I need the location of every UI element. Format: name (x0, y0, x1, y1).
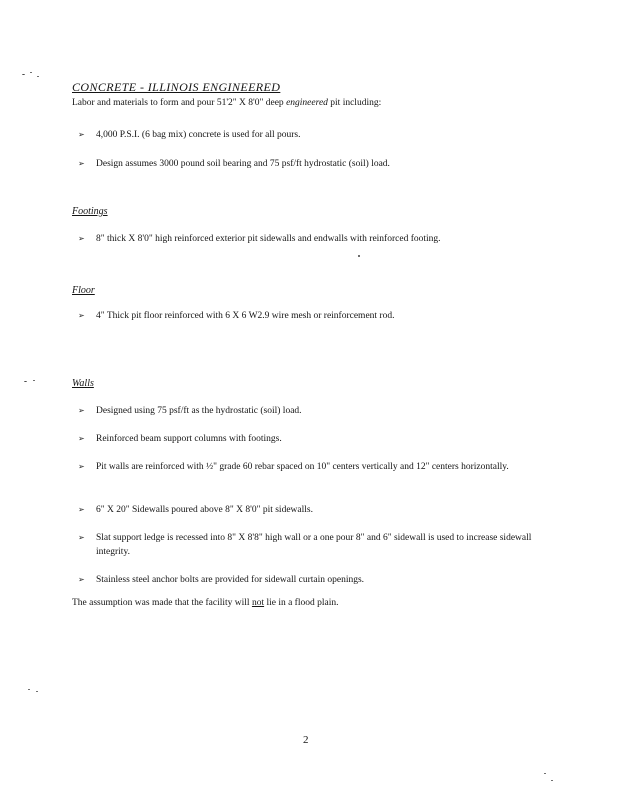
scan-speck (358, 255, 360, 257)
bullet-arrow-icon: ➢ (78, 311, 85, 320)
bullet-text: Slat support ledge is recessed into 8" X 8'8" high wall or a one pour 8" and 6" sidewall is used to increase sidewall integrity. (96, 533, 532, 557)
list-item (78, 432, 548, 446)
bullet-text: Pit walls are reinforced with ½" grade 60 rebar spaced on 10" centers vertically and 12" centers horizontally. (96, 462, 509, 472)
list-item (78, 404, 548, 418)
bullet-arrow-icon: ➢ (78, 159, 85, 168)
bullet-arrow-icon: ➢ (78, 533, 85, 542)
intro-text-after: pit including: (327, 98, 382, 108)
page-number: 2 (303, 734, 309, 746)
scan-speck (30, 72, 32, 73)
bullet-text: Designed using 75 psf/ft as the hydrostatic (soil) load. (96, 406, 302, 416)
list-item (78, 157, 548, 171)
bullet-text: 8" thick X 8'0" high reinforced exterior pit sidewalls and endwalls with reinforced footing. (96, 234, 441, 244)
document-title: CONCRETE - ILLINOIS ENGINEERED (72, 80, 281, 94)
scan-speck (22, 74, 25, 75)
bullet-arrow-icon: ➢ (78, 462, 85, 471)
section-heading-footings: Footings (72, 206, 108, 217)
list-item (78, 232, 548, 246)
bullet-text: 6" X 20" Sidewalls poured above 8" X 8'0" pit sidewalls. (96, 505, 313, 515)
scan-speck (33, 380, 35, 381)
bullet-arrow-icon: ➢ (78, 505, 85, 514)
list-item (78, 531, 548, 559)
note-text-after: lie in a flood plain. (264, 598, 339, 608)
bullet-arrow-icon: ➢ (78, 434, 85, 443)
scan-speck (28, 689, 30, 690)
bullet-text: 4" Thick pit floor reinforced with 6 X 6 W2.9 wire mesh or reinforcement rod. (96, 311, 395, 321)
scan-speck (36, 691, 38, 692)
bullet-text: 4,000 P.S.I. (6 bag mix) concrete is used for all pours. (96, 130, 301, 140)
scan-speck (24, 381, 27, 382)
bullet-arrow-icon: ➢ (78, 406, 85, 415)
intro-text-before: Labor and materials to form and pour 51'2" X 8'0" deep (72, 98, 287, 108)
bullet-arrow-icon: ➢ (78, 575, 85, 584)
list-item (78, 573, 548, 587)
bullet-text: Stainless steel anchor bolts are provided for sidewall curtain openings. (96, 575, 365, 585)
flood-plain-note (72, 598, 338, 608)
bullet-arrow-icon: ➢ (78, 234, 85, 243)
bullet-arrow-icon: ➢ (78, 130, 85, 139)
scan-speck (551, 780, 553, 781)
scan-speck (544, 773, 546, 774)
note-emphasis: not (251, 598, 265, 608)
intro-emphasis: engineered (286, 98, 328, 108)
list-item (78, 128, 548, 142)
list-item (78, 460, 548, 474)
list-item (78, 503, 548, 517)
bullet-text: Design assumes 3000 pound soil bearing and 75 psf/ft hydrostatic (soil) load. (96, 159, 390, 169)
section-heading-walls: Walls (72, 378, 94, 389)
intro-paragraph (72, 98, 381, 108)
list-item (78, 309, 548, 323)
scan-speck (37, 76, 39, 77)
note-text-before: The assumption was made that the facility will (72, 598, 252, 608)
section-heading-floor: Floor (72, 285, 95, 296)
bullet-text: Reinforced beam support columns with footings. (96, 434, 282, 444)
